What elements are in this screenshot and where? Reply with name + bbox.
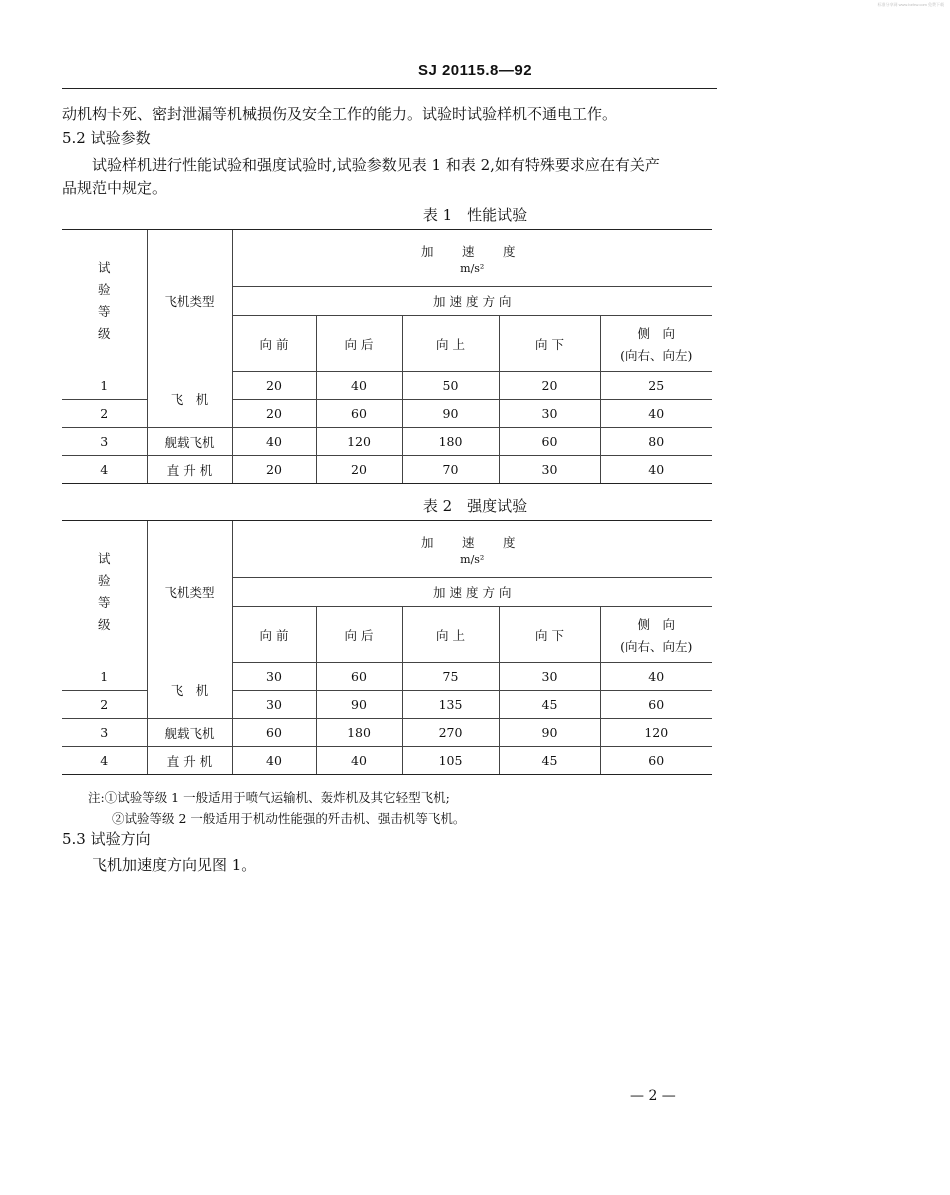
table-row: 4 直 升 机 40 40 105 45 60 <box>62 747 712 775</box>
note-2: ②试验等级 2 一般适用于机动性能强的歼击机、强击机等飞机。 <box>112 811 466 826</box>
type-cell: 飞 机 <box>147 663 232 719</box>
acceleration-header: 加 速 度 m/s² <box>232 230 712 287</box>
table-row: 2 30 90 135 45 60 <box>62 691 712 719</box>
acceleration-header: 加 速 度 m/s² <box>232 521 712 578</box>
dir-lateral-header: 侧 向 (向右、向左) <box>600 607 712 663</box>
dir-backward-header: 向 后 <box>316 316 402 372</box>
section-5-2-para-line1: 试验样机进行性能试验和强度试验时,试验参数见表 1 和表 2,如有特殊要求应在有关产 <box>92 156 660 174</box>
corner-watermark-text: 标准分享网 www.bzfxw.com 免费下载 <box>877 2 944 7</box>
dir-down-header: 向 下 <box>499 607 600 663</box>
type-cell: 飞 机 <box>147 372 232 428</box>
direction-group-header: 加 速 度 方 向 <box>232 578 712 607</box>
note-1: 注:①试验等级 1 一般适用于喷气运输机、轰炸机及其它轻型飞机; <box>88 790 450 805</box>
section-5-2-title: 5.2 试验参数 <box>62 129 151 147</box>
aircraft-type-header: 飞机类型 <box>147 521 232 663</box>
header-rule <box>62 88 717 89</box>
dir-lateral-header: 侧 向 (向右、向左) <box>600 316 712 372</box>
table-row: 3 舰载飞机 60 180 270 90 120 <box>62 719 712 747</box>
page-header-code: SJ 20115.8—92 <box>417 62 533 79</box>
table2-caption: 表 2 强度试验 <box>422 497 528 515</box>
grade-header: 试 验 等 级 <box>62 521 147 663</box>
table-row: 2 20 60 90 30 40 <box>62 400 712 428</box>
table1-caption: 表 1 性能试验 <box>422 206 528 224</box>
dir-backward-header: 向 后 <box>316 607 402 663</box>
dir-down-header: 向 下 <box>499 316 600 372</box>
section-5-2-para-line2: 品规范中规定。 <box>62 179 168 197</box>
table-row: 4 直 升 机 20 20 70 30 40 <box>62 456 712 484</box>
table-row: 3 舰载飞机 40 120 180 60 80 <box>62 428 712 456</box>
section-5-3-title: 5.3 试验方向 <box>62 830 151 848</box>
table2-strength-test <box>62 520 712 775</box>
table-row: 1 飞 机 30 60 75 30 40 <box>62 663 712 691</box>
aircraft-type-header: 飞机类型 <box>147 230 232 372</box>
dir-up-header: 向 上 <box>402 607 499 663</box>
dir-up-header: 向 上 <box>402 316 499 372</box>
dir-forward-header: 向 前 <box>232 607 316 663</box>
table1-performance-test <box>62 229 712 484</box>
intro-line: 动机构卡死、密封泄漏等机械损伤及安全工作的能力。试验时试验样机不通电工作。 <box>62 105 618 123</box>
table-row: 1 飞 机 20 40 50 20 25 <box>62 372 712 400</box>
page-number: — 2 — <box>630 1088 676 1104</box>
section-5-3-text: 飞机加速度方向见图 1。 <box>92 856 257 874</box>
grade-header: 试 验 等 级 <box>62 230 147 372</box>
direction-group-header: 加 速 度 方 向 <box>232 287 712 316</box>
dir-forward-header: 向 前 <box>232 316 316 372</box>
